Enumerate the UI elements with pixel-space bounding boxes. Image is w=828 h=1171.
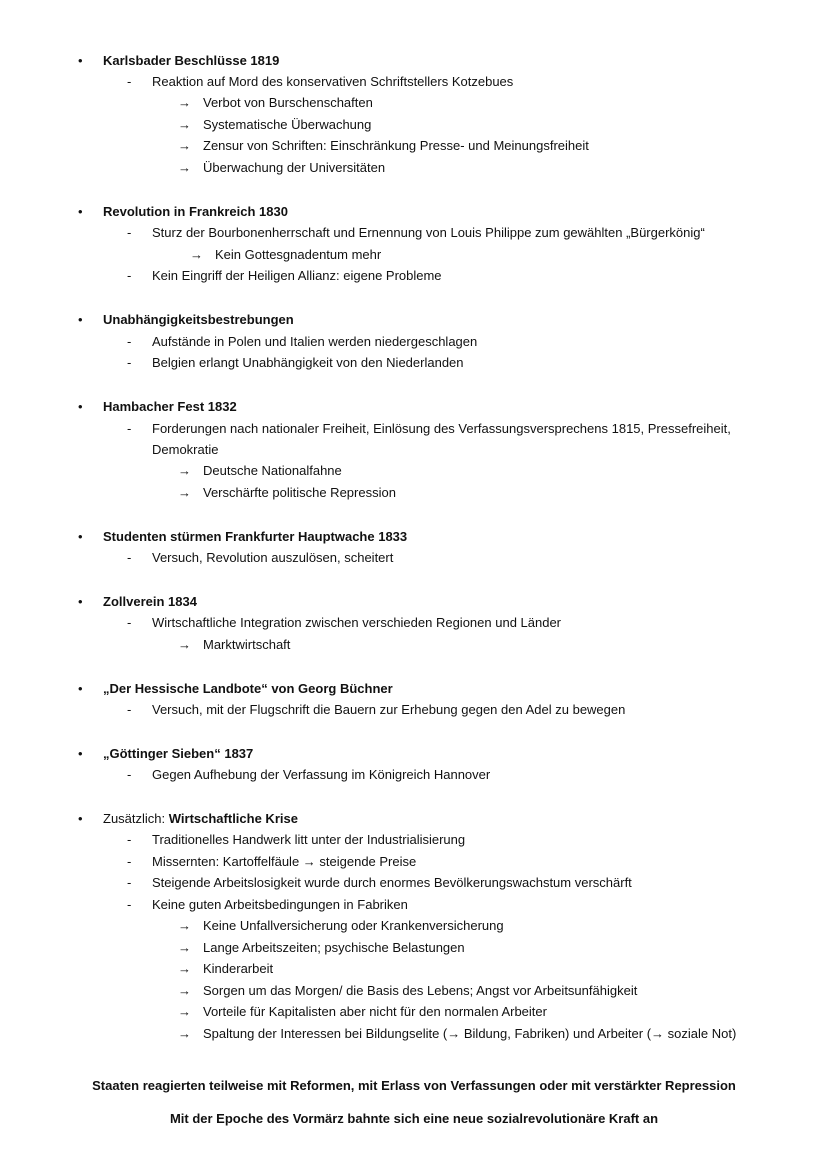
arrow-icon: → [190,247,203,262]
dash-icon: - [127,615,132,630]
sub-item: Lange Arbeitszeiten; psychische Belastungen [203,940,465,955]
section-title: Karlsbader Beschlüsse 1819 [103,53,280,68]
bullet-icon: • [78,746,83,761]
dash-icon: - [127,334,132,349]
sub-item: Verbot von Burschenschaften [203,95,373,110]
dash-icon: - [127,74,132,89]
bullet-icon: • [78,312,83,327]
section-title: „Der Hessische Landbote“ von Georg Büchner [103,681,393,696]
list-item: Keine guten Arbeitsbedingungen in Fabriken [152,897,408,912]
list-item: Wirtschaftliche Integration zwischen verschieden Regionen und Länder [152,615,562,630]
section-title: Studenten stürmen Frankfurter Hauptwache 1833 [103,529,408,544]
sub-item: Spaltung der Interessen bei Bildungselite (→ Bildung, Fabriken) und Arbeiter (→ soziale Not) [203,1026,737,1041]
arrow-icon: → [178,138,191,153]
section-title [103,810,298,828]
sub-item: Vorteile für Kapitalisten aber nicht für den normalen Arbeiter [203,1004,547,1019]
section-title-prefix: Zusätzlich: [103,811,169,826]
arrow-icon: → [178,485,191,500]
dash-icon: - [127,702,132,717]
sub-item: Kein Gottesgnadentum mehr [215,247,382,262]
dash-icon: - [127,767,132,782]
sub-item: Verschärfte politische Repression [203,485,396,500]
bullet-icon: • [78,529,83,544]
arrow-icon: → [178,95,191,110]
bullet-icon: • [78,594,83,609]
bullet-icon: • [78,399,83,414]
bullet-icon: • [78,204,83,219]
list-item: Kein Eingriff der Heiligen Allianz: eigene Probleme [152,268,442,283]
arrow-icon: → [178,918,191,933]
section-title: Unabhängigkeitsbestrebungen [103,312,294,327]
dash-icon: - [127,832,132,847]
section-title: Hambacher Fest 1832 [103,399,237,414]
list-item: Missernten: Kartoffelfäule → steigende Preise [152,854,417,869]
arrow-icon: → [178,160,191,175]
list-item: Gegen Aufhebung der Verfassung im Königreich Hannover [152,767,491,782]
list-item: Versuch, Revolution auszulösen, scheitert [152,550,394,565]
bullet-icon: • [78,811,83,826]
dash-icon: - [127,421,132,436]
sub-item: Kinderarbeit [203,961,274,976]
list-item: Versuch, mit der Flugschrift die Bauern zur Erhebung gegen den Adel zu bewegen [152,702,626,717]
list-item: Traditionelles Handwerk litt unter der Industrialisierung [152,832,466,847]
sub-item: Systematische Überwachung [203,117,372,132]
dash-icon: - [127,355,132,370]
list-item: Sturz der Bourbonenherrschaft und Ernennung von Louis Philippe zum gewählten „Bürgerkönig“ [152,225,705,240]
dash-icon: - [127,268,132,283]
dash-icon: - [127,225,132,240]
bullet-icon: • [78,53,83,68]
section-title: „Göttinger Sieben“ 1837 [103,746,254,761]
summary-statement: Staaten reagierten teilweise mit Reformen, mit Erlass von Verfassungen oder mit verstärkter Repression [92,1078,736,1093]
dash-icon: - [127,550,132,565]
sub-item: Keine Unfallversicherung oder Krankenversicherung [203,918,504,933]
sub-item: Sorgen um das Morgen/ die Basis des Lebens; Angst vor Arbeitsunfähigkeit [203,983,638,998]
dash-icon: - [127,854,132,869]
arrow-icon: → [178,1004,191,1019]
list-item: Aufstände in Polen und Italien werden niedergeschlagen [152,334,478,349]
bullet-icon: • [78,681,83,696]
section-title: Revolution in Frankreich 1830 [103,204,288,219]
dash-icon: - [127,875,132,890]
sub-item: Deutsche Nationalfahne [203,463,342,478]
arrow-icon: → [178,1026,191,1041]
list-item: Forderungen nach nationaler Freiheit, Einlösung des Verfassungsversprechens 1815, Pressefreiheit, [152,421,731,436]
list-item: Reaktion auf Mord des konservativen Schriftstellers Kotzebues [152,74,514,89]
arrow-icon: → [178,983,191,998]
sub-item: Überwachung der Universitäten [203,160,386,175]
sub-item: Zensur von Schriften: Einschränkung Presse- und Meinungsfreiheit [203,138,589,153]
summary-statement: Mit der Epoche des Vormärz bahnte sich eine neue sozialrevolutionäre Kraft an [169,1111,659,1126]
arrow-icon: → [178,117,191,132]
section-title: Zollverein 1834 [103,594,197,609]
sub-item: Marktwirtschaft [203,637,291,652]
section-title-bold: Wirtschaftliche Krise [168,811,298,826]
list-item: Belgien erlangt Unabhängigkeit von den Niederlanden [152,355,464,370]
list-item-continuation: Demokratie [152,442,219,457]
dash-icon: - [127,897,132,912]
list-item: Steigende Arbeitslosigkeit wurde durch enormes Bevölkerungswachstum verschärft [152,875,632,890]
arrow-icon: → [178,961,191,976]
arrow-icon: → [178,940,191,955]
arrow-icon: → [178,637,191,652]
arrow-icon: → [178,463,191,478]
